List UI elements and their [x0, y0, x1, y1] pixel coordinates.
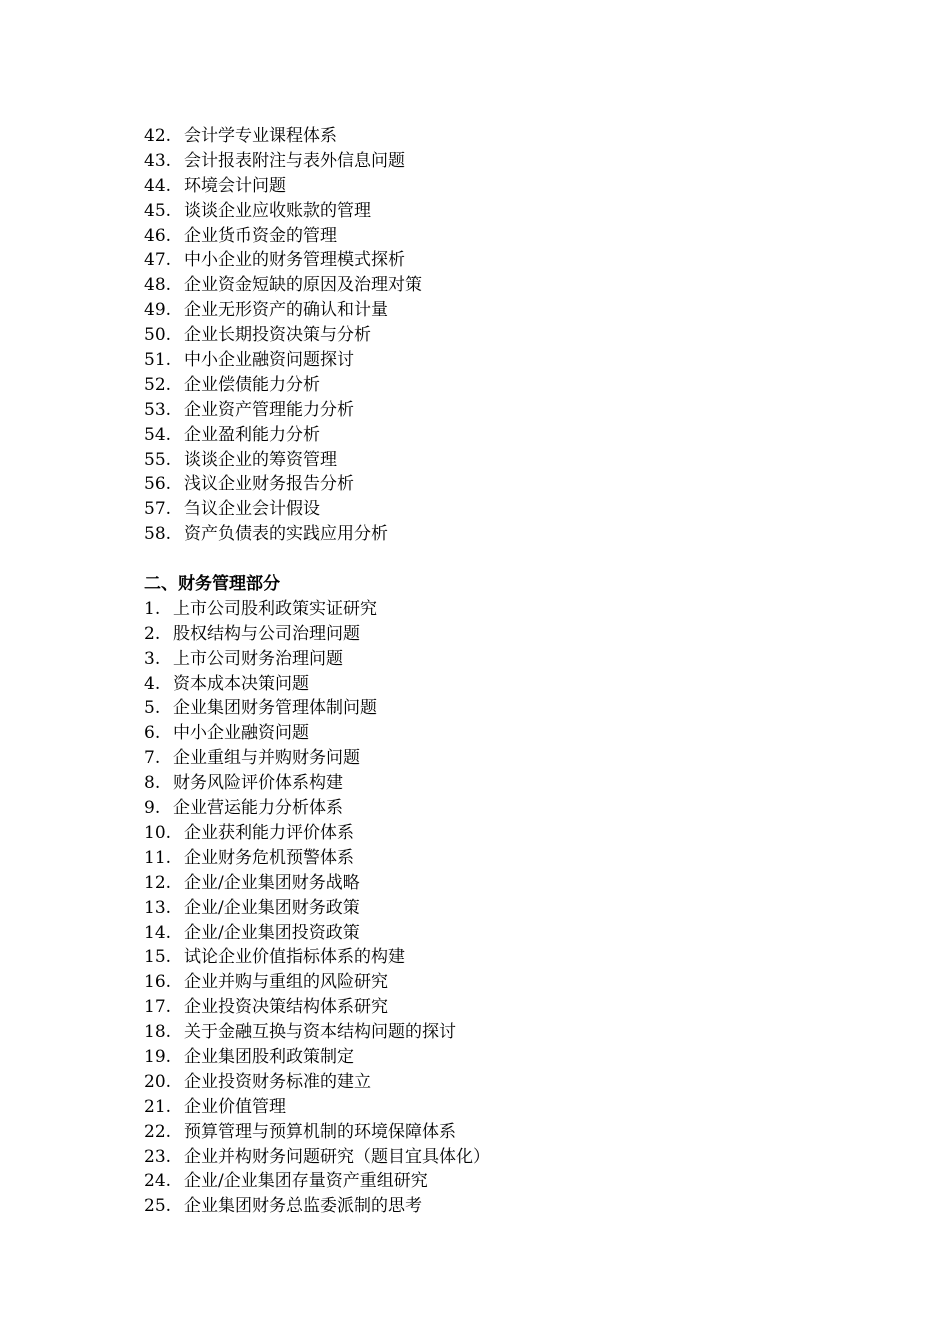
list-item-number: 48.	[144, 275, 172, 296]
list-item-text: 企业长期投资决策与分析	[184, 325, 371, 346]
list-item-number: 51.	[144, 350, 172, 371]
list-item-number: 52.	[144, 374, 172, 395]
list-item-text: 会计报表附注与表外信息问题	[184, 150, 405, 171]
list-item-number: 16.	[144, 972, 172, 993]
list-item	[144, 1145, 864, 1170]
list-item-text: 企业/企业集团财务政策	[184, 897, 360, 918]
list-item	[144, 448, 864, 473]
list-item-text: 中小企业融资问题	[173, 723, 309, 744]
list-item	[144, 771, 864, 796]
list-item	[144, 348, 864, 373]
list-item	[144, 1169, 864, 1194]
list-item	[144, 1120, 864, 1145]
list-item-number: 21.	[144, 1096, 172, 1117]
list-item-text: 企业集团财务总监委派制的思考	[184, 1196, 422, 1217]
list-item	[144, 746, 864, 771]
list-item-text: 企业/企业集团存量资产重组研究	[184, 1171, 428, 1192]
list-item-number: 9.	[144, 798, 161, 819]
list-item-number: 42.	[144, 126, 172, 146]
list-item	[144, 273, 864, 298]
list-item-number: 15.	[144, 947, 172, 968]
list-item	[144, 398, 864, 423]
document-page	[144, 124, 864, 1219]
list-item-text: 关于金融互换与资本结构问题的探讨	[184, 1022, 456, 1043]
list-item-text: 企业无形资产的确认和计量	[184, 300, 388, 321]
list-item-text: 企业投资财务标准的建立	[184, 1071, 371, 1092]
list-item	[144, 821, 864, 846]
list-item-number: 14.	[144, 922, 172, 943]
list-item	[144, 199, 864, 224]
list-item-text: 企业获利能力评价体系	[184, 822, 354, 843]
list-item	[144, 721, 864, 746]
list-item	[144, 945, 864, 970]
list-item	[144, 472, 864, 497]
list-item	[144, 423, 864, 448]
list-item	[144, 1045, 864, 1070]
list-item-text: 资产负债表的实践应用分析	[184, 524, 388, 545]
list-item	[144, 174, 864, 199]
list-item-text: 预算管理与预算机制的环境保障体系	[184, 1121, 456, 1142]
list-item-text: 谈谈企业的筹资管理	[184, 449, 337, 470]
list-item-number: 1.	[144, 598, 161, 619]
list-item-number: 49.	[144, 300, 172, 321]
list-item	[144, 1070, 864, 1095]
list-item	[144, 373, 864, 398]
list-item-number: 55.	[144, 449, 172, 470]
list-item	[144, 672, 864, 697]
list-item	[144, 970, 864, 995]
list-item-number: 57.	[144, 499, 172, 520]
list-item-number: 20.	[144, 1071, 172, 1092]
section-heading-financial-management: 二、财务管理部分	[144, 574, 280, 595]
list-item-text: 企业偿债能力分析	[184, 374, 320, 395]
list-item-text: 企业资金短缺的原因及治理对策	[184, 275, 422, 296]
section-gap	[144, 547, 864, 572]
list-item	[144, 1095, 864, 1120]
list-item	[144, 298, 864, 323]
list-item	[144, 871, 864, 896]
list-item-number: 7.	[144, 748, 161, 769]
list-item-number: 22.	[144, 1121, 172, 1142]
list-item-number: 58.	[144, 524, 172, 545]
list-item-text: 企业并购与重组的风险研究	[184, 972, 388, 993]
list-item-number: 5.	[144, 698, 161, 719]
list-item-text: 企业货币资金的管理	[184, 225, 337, 246]
list-item-text: 企业/企业集团财务战略	[184, 872, 360, 893]
list-item-number: 17.	[144, 997, 172, 1018]
list-item-text: 浅议企业财务报告分析	[184, 474, 354, 495]
list-item	[144, 597, 864, 622]
accounting-topic-list	[144, 124, 864, 547]
list-item-text: 资本成本决策问题	[173, 673, 309, 694]
list-item-text: 刍议企业会计假设	[184, 499, 320, 520]
list-item-text: 企业价值管理	[184, 1096, 286, 1117]
list-item-text: 谈谈企业应收账款的管理	[184, 200, 371, 221]
list-item-text: 企业营运能力分析体系	[173, 798, 343, 819]
list-item-number: 4.	[144, 673, 161, 694]
list-item-text: 环境会计问题	[184, 175, 286, 196]
list-item-number: 6.	[144, 723, 161, 744]
list-item-number: 25.	[144, 1196, 172, 1217]
list-item	[144, 224, 864, 249]
list-item	[144, 522, 864, 547]
list-item-number: 3.	[144, 648, 161, 669]
list-item-number: 56.	[144, 474, 172, 495]
list-item-text: 中小企业融资问题探讨	[184, 350, 354, 371]
list-item-number: 18.	[144, 1022, 172, 1043]
list-item-text: 试论企业价值指标体系的构建	[184, 947, 405, 968]
list-item-number: 10.	[144, 822, 172, 843]
list-item-number: 23.	[144, 1146, 172, 1167]
list-item-text: 企业资产管理能力分析	[184, 399, 354, 420]
list-item-number: 19.	[144, 1046, 172, 1067]
list-item-text: 企业并构财务问题研究（题目宜具体化）	[184, 1146, 490, 1167]
list-item-text: 企业/企业集团投资政策	[184, 922, 360, 943]
list-item-number: 47.	[144, 250, 172, 271]
list-item-text: 会计学专业课程体系	[184, 126, 337, 146]
list-item-text: 企业财务危机预警体系	[184, 847, 354, 868]
list-item-text: 中小企业的财务管理模式探析	[184, 250, 405, 271]
list-item-text: 财务风险评价体系构建	[173, 773, 343, 794]
list-item	[144, 248, 864, 273]
list-item	[144, 323, 864, 348]
list-item	[144, 846, 864, 871]
list-item-number: 43.	[144, 150, 172, 171]
list-item-text: 企业集团财务管理体制问题	[173, 698, 377, 719]
list-item	[144, 149, 864, 174]
list-item-number: 53.	[144, 399, 172, 420]
list-item-number: 24.	[144, 1171, 172, 1192]
list-item-text: 上市公司财务治理问题	[173, 648, 343, 669]
list-item	[144, 696, 864, 721]
list-item-number: 44.	[144, 175, 172, 196]
list-item-number: 54.	[144, 424, 172, 445]
list-item-number: 8.	[144, 773, 161, 794]
list-item-number: 2.	[144, 623, 161, 644]
list-item-text: 企业投资决策结构体系研究	[184, 997, 388, 1018]
list-item-number: 12.	[144, 872, 172, 893]
list-item	[144, 921, 864, 946]
list-item	[144, 995, 864, 1020]
list-item	[144, 896, 864, 921]
list-item-text: 股权结构与公司治理问题	[173, 623, 360, 644]
list-item-text: 企业盈利能力分析	[184, 424, 320, 445]
list-item	[144, 497, 864, 522]
list-item-number: 11.	[144, 847, 172, 868]
list-item-number: 45.	[144, 200, 172, 221]
list-item	[144, 1020, 864, 1045]
list-item-number: 13.	[144, 897, 172, 918]
list-item-text: 企业重组与并购财务问题	[173, 748, 360, 769]
financial-management-topic-list	[144, 597, 864, 1219]
list-item	[144, 622, 864, 647]
list-item	[144, 796, 864, 821]
list-item	[144, 647, 864, 672]
list-item	[144, 124, 864, 149]
list-item-number: 46.	[144, 225, 172, 246]
list-item	[144, 1194, 864, 1219]
list-item-text: 企业集团股利政策制定	[184, 1046, 354, 1067]
list-item-number: 50.	[144, 325, 172, 346]
list-item-text: 上市公司股利政策实证研究	[173, 598, 377, 619]
